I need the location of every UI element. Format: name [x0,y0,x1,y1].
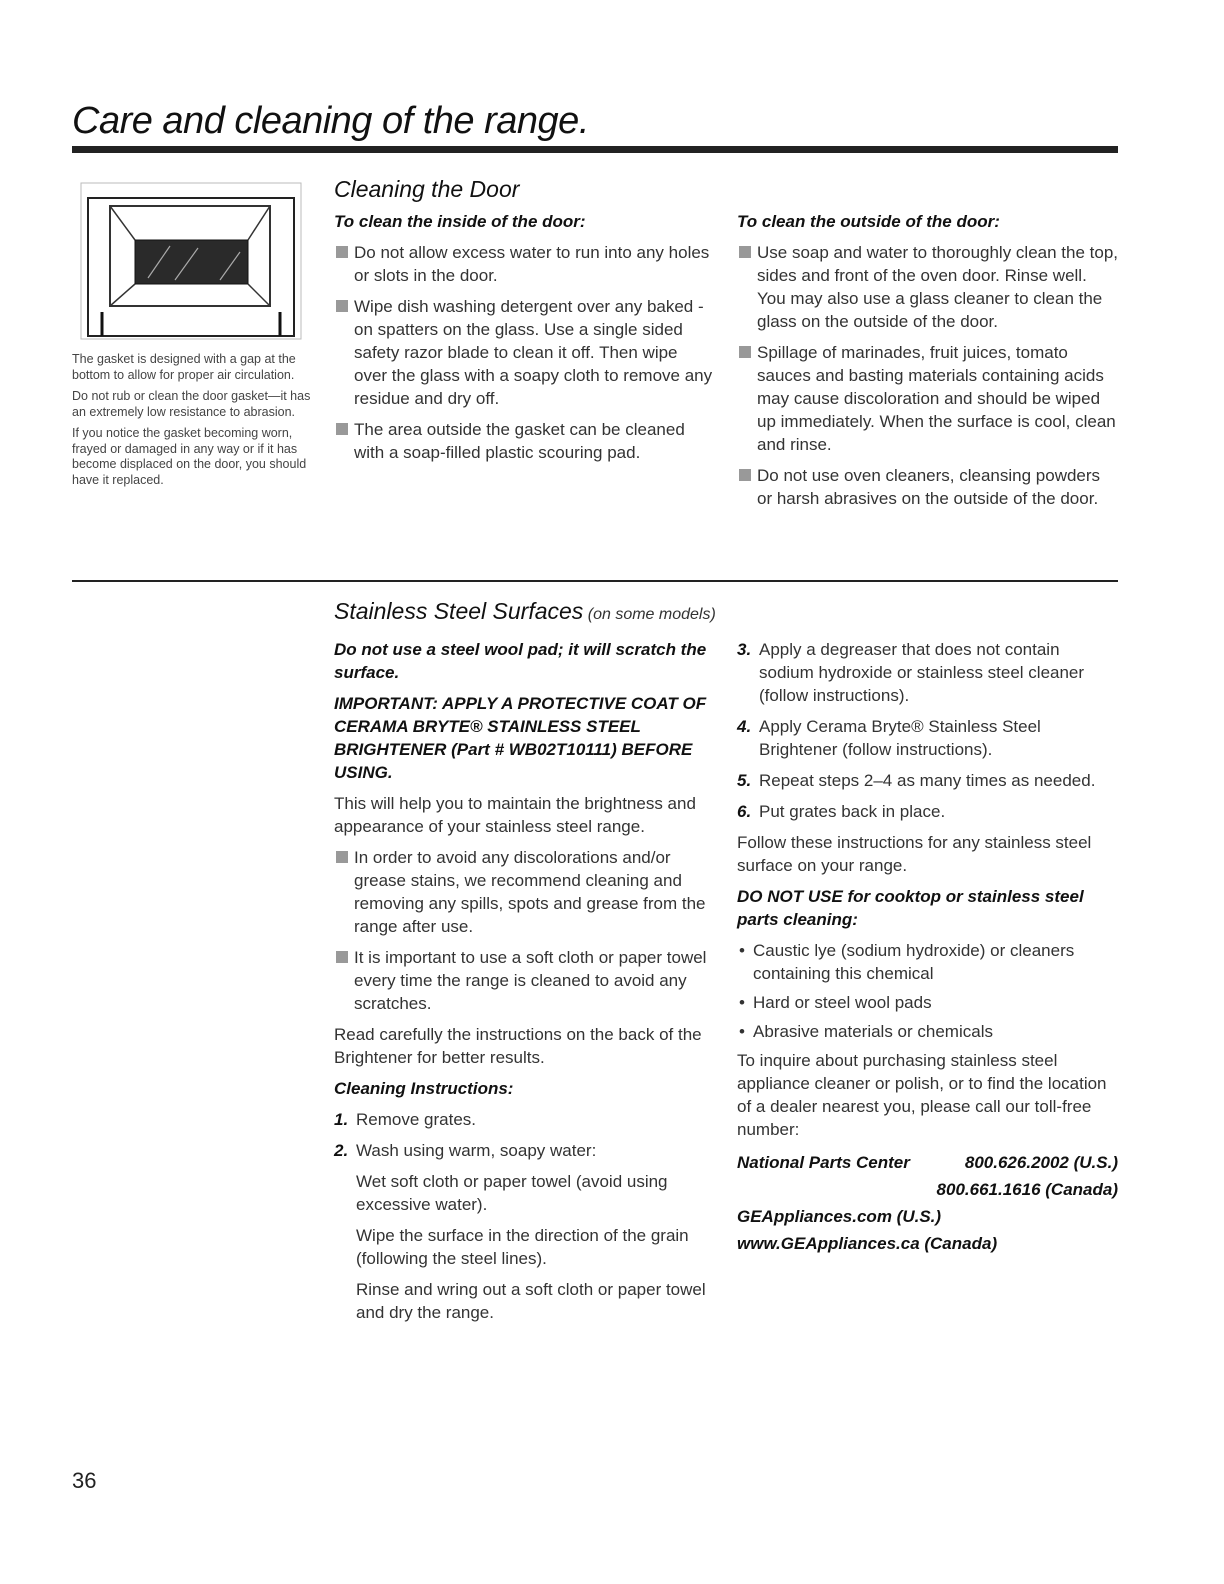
title-rule [72,146,1118,153]
caption-replace: If you notice the gasket becoming worn, frayed or damaged in any way or if it has become displaced on the door, you should have it replaced. [72,426,307,487]
steel-right-column [737,638,1118,1257]
inquire-note: To inquire about purchasing stainless steel appliance cleaner or polish, or to find the location of a dealer nearest you, please call our toll-free number: [737,1051,1107,1139]
dot-bullet-icon: • [739,993,745,1012]
door-inside-heading: To clean the inside of the door: [334,212,586,231]
step2-note: Rinse and wring out a soft cloth or paper towel and dry the range. [356,1280,706,1322]
list-item: • Hard or steel wool pads [739,993,932,1012]
contact-label: National Parts Center [737,1153,910,1172]
section-heading-door: Cleaning the Door [334,176,520,202]
bullet-icon [739,469,751,481]
steel-left-column [334,638,714,1332]
page-number: 36 [72,1468,97,1493]
follow-note: Follow these instructions for any stainless steel surface on your range. [737,833,1092,875]
step2-note: Wet soft cloth or paper towel (avoid using excessive water). [356,1172,668,1214]
dot-bullet-icon: • [739,941,745,960]
bullet-icon [336,300,348,312]
caption-gap: The gasket is designed with a gap at the bottom to allow for proper air circulation. [72,352,296,382]
steel-important: IMPORTANT: APPLY A PROTECTIVE COAT OF CERAMA BRYTE® STAINLESS STEEL BRIGHTENER (Part # WB02T10111) BEFORE USING. [334,694,707,782]
list-item: In order to avoid any discolorations and/or grease stains, we recommend cleaning and removing any spills, spots and grease from the range after use. [334,846,714,938]
web-us: GEAppliances.com (U.S.) [737,1207,942,1226]
step-item: 1. Remove grates. [334,1110,476,1129]
bullet-icon [336,951,348,963]
steel-read-note: Read carefully the instructions on the back of the Brightener for better results. [334,1025,702,1067]
list-item: The area outside the gasket can be cleaned with a soap-filled plastic scouring pad. [334,418,714,464]
phone-canada: 800.661.1616 (Canada) [936,1180,1118,1199]
dot-bullet-icon: • [739,1022,745,1041]
list-item: Do not allow excess water to run into any holes or slots in the door. [334,241,714,287]
door-outside-column [737,210,1118,518]
steel-intro: This will help you to maintain the brightness and appearance of your stainless steel range. [334,794,696,836]
contact-row-us [737,1149,1118,1176]
cleaning-instructions-heading: Cleaning Instructions: [334,1079,514,1098]
list-item: • Caustic lye (sodium hydroxide) or cleaners containing this chemical [739,941,1075,983]
section-divider [72,580,1118,582]
caption-no-rub: Do not rub or clean the door gasket—it has an extremely low resistance to abrasion. [72,389,311,419]
bullet-icon [336,423,348,435]
phone-us: 800.626.2002 (U.S.) [964,1153,1118,1172]
door-figure-captions [72,352,312,494]
step-item: 3. Apply a degreaser that does not contain sodium hydroxide or stainless steel cleaner (follow instructions). [737,640,1085,705]
list-item: • Abrasive materials or chemicals [739,1022,993,1041]
step-item: 2. Wash using warm, soapy water: [334,1141,597,1160]
contact-block [737,1149,1118,1257]
page-title: Care and cleaning of the range. [72,100,589,142]
bullet-icon [739,346,751,358]
step2-note: Wipe the surface in the direction of the grain (following the steel lines). [356,1226,689,1268]
step-item: 5. Repeat steps 2–4 as many times as needed. [737,771,1096,790]
list-item: It is important to use a soft cloth or paper towel every time the range is cleaned to avoid any scratches. [334,946,714,1015]
bullet-icon [336,246,348,258]
steel-heading-note: (on some models) [587,606,716,623]
door-inside-column [334,210,714,472]
step2-notes [334,1170,714,1324]
oven-door-illustration [80,182,302,342]
do-not-use-heading: DO NOT USE for cooktop or stainless steel parts cleaning: [737,887,1084,929]
bullet-icon [739,246,751,258]
step-item: 6. Put grates back in place. [737,802,946,821]
list-item: Do not use oven cleaners, cleansing powders or harsh abrasives on the outside of the door. [737,464,1118,510]
steel-warning: Do not use a steel wool pad; it will scratch the surface. [334,640,707,682]
list-item: Spillage of marinades, fruit juices, tomato sauces and basting materials containing acids may cause discoloration and should be wiped up immediately. When the surface is cool, clean and rinse. [737,341,1118,456]
steel-heading: Stainless Steel Surfaces [334,598,584,624]
section-heading-steel [334,598,716,625]
list-item: Use soap and water to thoroughly clean the top, sides and front of the oven door. Rinse well. You may also use a glass cleaner to clean the glass on the outside of the door. [737,241,1118,333]
step-item: 4. Apply Cerama Bryte® Stainless Steel Brightener (follow instructions). [737,717,1041,759]
list-item: Wipe dish washing detergent over any baked -on spatters on the glass. Use a single sided safety razor blade to clean it off. Then wipe over the glass with a soapy cloth to remove any residue and dry off. [334,295,714,410]
door-outside-heading: To clean the outside of the door: [737,212,1000,231]
web-canada: www.GEAppliances.ca (Canada) [737,1234,998,1253]
bullet-icon [336,851,348,863]
